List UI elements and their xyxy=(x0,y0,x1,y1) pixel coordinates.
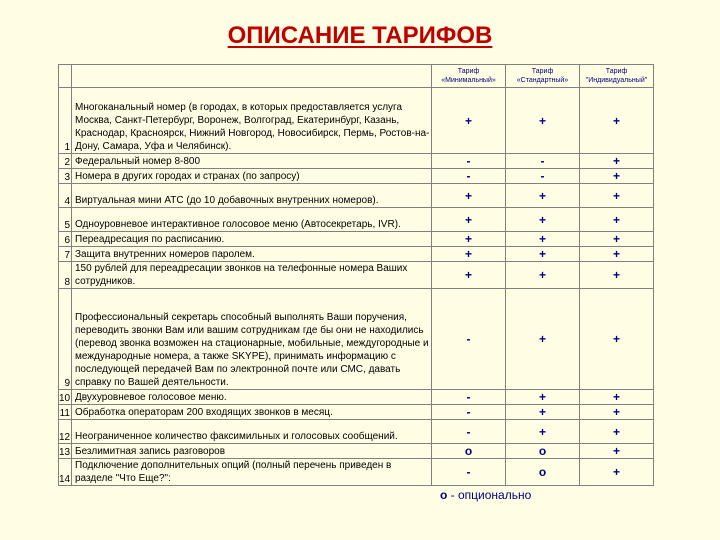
tariff-mark-cell: - xyxy=(506,169,580,184)
header-num-cell xyxy=(59,65,72,88)
row-description: Подключение дополнительных опций (полный перечень приведен в разделе "Что Еще?": xyxy=(72,459,432,486)
table-row xyxy=(59,390,654,405)
tariff-mark-cell: + xyxy=(506,88,580,154)
tariff-mark-cell: - xyxy=(506,154,580,169)
row-number: 2 xyxy=(59,154,72,169)
table-row xyxy=(59,459,654,486)
tariff-mark-cell: + xyxy=(580,405,654,420)
page-title: ОПИСАНИЕ ТАРИФОВ xyxy=(227,22,493,49)
table-row xyxy=(59,88,654,154)
tariff-mark-cell: + xyxy=(506,405,580,420)
row-description: Двухуровневое голосовое меню. xyxy=(72,390,432,405)
tariff-mark-cell: + xyxy=(432,262,506,289)
tariff-mark-cell: + xyxy=(506,247,580,262)
row-description: Номера в других городах и странах (по запросу) xyxy=(72,169,432,184)
tariff-mark-cell: + xyxy=(580,208,654,232)
row-description: Одноуровневое интерактивное голосовое меню (Автосекретарь, IVR). xyxy=(72,208,432,232)
row-number: 9 xyxy=(59,289,72,390)
row-description: Профессиональный секретарь способный выполнять Ваши поручения, переводить звонки Вам или вашим сотрудникам где бы они не находились (перевод звонка возможен на стационарные, мобильные, междугородные и международные номера, а также SKYPE), принимать информацию с последующей передачей Вам по электронной почте или СМС, давать справку по Вашей деятельности. xyxy=(72,289,432,390)
row-number: 8 xyxy=(59,262,72,289)
table-row xyxy=(59,405,654,420)
tariff-mark-cell: + xyxy=(506,184,580,208)
row-description: Защита внутренних номеров паролем. xyxy=(72,247,432,262)
legend: o - опционально xyxy=(440,488,532,502)
tariff-mark-cell: + xyxy=(580,420,654,444)
tariff-mark-cell: + xyxy=(506,208,580,232)
tariff-mark-cell: + xyxy=(506,262,580,289)
tariff-mark-cell: + xyxy=(580,262,654,289)
row-number: 5 xyxy=(59,208,72,232)
tariff-mark-cell: - xyxy=(432,289,506,390)
row-number: 6 xyxy=(59,232,72,247)
row-description: Переадресация по расписанию. xyxy=(72,232,432,247)
tariff-mark-cell: - xyxy=(432,390,506,405)
row-number: 1 xyxy=(59,88,72,154)
table-row xyxy=(59,420,654,444)
row-description: Обработка операторам 200 входящих звонков в месяц. xyxy=(72,405,432,420)
tariff-mark-cell: + xyxy=(580,247,654,262)
tariff-mark-cell: - xyxy=(432,169,506,184)
tariff-mark-cell: + xyxy=(580,169,654,184)
tariff-mark-cell: + xyxy=(580,88,654,154)
header-tariff-individual: Тариф "Индивидуальный" xyxy=(580,65,654,88)
table-row xyxy=(59,232,654,247)
tariff-mark-cell: o xyxy=(506,444,580,459)
tariff-mark-cell: - xyxy=(432,420,506,444)
tariff-mark-cell: + xyxy=(506,289,580,390)
tariff-mark-cell: + xyxy=(432,247,506,262)
header-tariff-standard: Тариф «Стандартный» xyxy=(506,65,580,88)
tariff-mark-cell: + xyxy=(580,154,654,169)
header-desc-cell xyxy=(72,65,432,88)
table-row xyxy=(59,444,654,459)
tariff-mark-cell: + xyxy=(580,444,654,459)
tariff-mark-cell: + xyxy=(580,289,654,390)
row-number: 3 xyxy=(59,169,72,184)
row-description: Неограниченное количество факсимильных и голосовых сообщений. xyxy=(72,420,432,444)
tariff-mark-cell: - xyxy=(432,405,506,420)
tariff-mark-cell: o xyxy=(432,444,506,459)
table-row xyxy=(59,169,654,184)
row-number: 14 xyxy=(59,459,72,486)
tariff-mark-cell: + xyxy=(432,184,506,208)
header-tariff-minimal: Тариф «Минимальный» xyxy=(432,65,506,88)
tariff-mark-cell: + xyxy=(432,232,506,247)
tariff-mark-cell: o xyxy=(506,459,580,486)
row-number: 10 xyxy=(59,390,72,405)
row-description: Виртуальная мини АТС (до 10 добавочных внутренних номеров). xyxy=(72,184,432,208)
tariff-mark-cell: + xyxy=(432,88,506,154)
row-number: 7 xyxy=(59,247,72,262)
row-description: Безлимитная запись разговоров xyxy=(72,444,432,459)
tariff-mark-cell: + xyxy=(580,232,654,247)
tariff-mark-cell: + xyxy=(506,232,580,247)
table-row xyxy=(59,154,654,169)
row-number: 13 xyxy=(59,444,72,459)
tariff-mark-cell: + xyxy=(432,208,506,232)
row-number: 12 xyxy=(59,420,72,444)
tariff-mark-cell: + xyxy=(580,459,654,486)
row-description: Многоканальный номер (в городах, в которых предоставляется услуга Москва, Санкт-Петербург, Воронеж, Волгоград, Екатеринбург, Казань, Краснодар, Красноярск, Нижний Новгород, Новосибирск, Пермь, Ростов-на-Дону, Самара, Уфа и Челябинск). xyxy=(72,88,432,154)
table-row xyxy=(59,247,654,262)
tariff-mark-cell: + xyxy=(580,390,654,405)
tariff-table xyxy=(58,64,654,486)
table-row xyxy=(59,262,654,289)
tariff-mark-cell: + xyxy=(580,184,654,208)
tariff-mark-cell: + xyxy=(506,390,580,405)
row-number: 11 xyxy=(59,405,72,420)
row-description: 150 рублей для переадресации звонков на телефонные номера Ваших сотрудников. xyxy=(72,262,432,289)
tariff-mark-cell: - xyxy=(432,459,506,486)
header-row xyxy=(59,65,654,88)
table-row xyxy=(59,208,654,232)
row-number: 4 xyxy=(59,184,72,208)
tariff-mark-cell: - xyxy=(432,154,506,169)
table-row xyxy=(59,289,654,390)
table-row xyxy=(59,184,654,208)
row-description: Федеральный номер 8-800 xyxy=(72,154,432,169)
tariff-mark-cell: + xyxy=(506,420,580,444)
